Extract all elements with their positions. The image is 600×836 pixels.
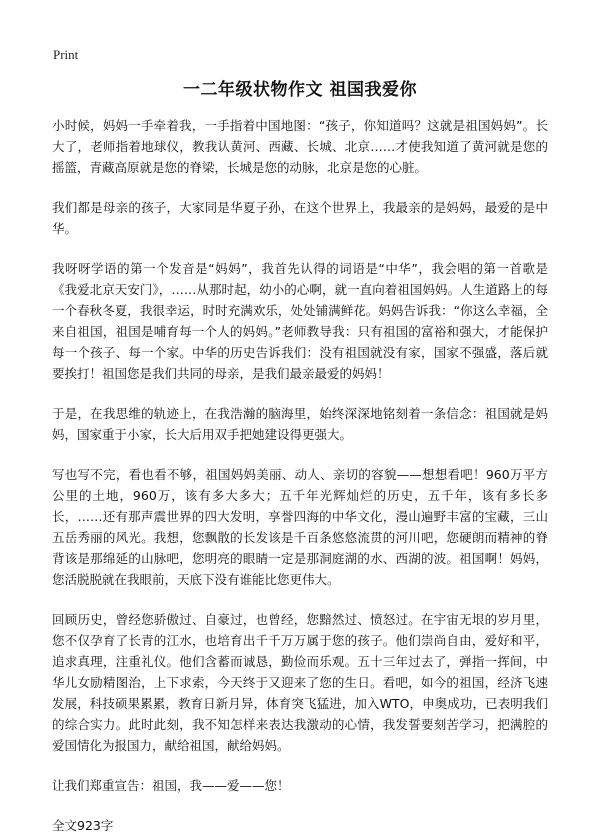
paragraph-3: 我呀呀学语的第一个发音是“妈妈”，我首先认得的词语是“中华”，我会唱的第一首歌是《我爱北京天安门》，……从那时起，幼小的心啊，就一直向着祖国妈妈。人生道路上的每一个春秋冬夏，我很幸运，时时充满欢乐，处处铺满鲜花。妈妈告诉我：“你这么幸福，全来自祖国，祖国是哺育每一个人的妈妈。”老师教导我：只有祖国的富裕和强大，才能保护每一个孩子、每一个家。中华的历史告诉我们：没有祖国就没有家，国家不强盛，落后就要挨打！祖国您是我们共同的母亲，是我们最亲最爱的妈妈！ bbox=[52, 261, 548, 381]
document-body bbox=[52, 115, 548, 796]
paragraph-5: 写也写不完，看也看不够，祖国妈妈美丽、动人、亲切的容貌——想想看吧！960万平方公里的土地，960万，该有多大多大；五千年光辉灿烂的历史，五千年，该有多长多长，……还有那声震世界的四大发明，享誉四海的中华文化，漫山遍野丰富的宝藏，三山五岳秀丽的风光。我想，您飘散的长发该是千百条悠悠流贯的河川吧，您硬朗而精神的脊背该是那绵延的山脉吧，您明亮的眼睛一定是那洞庭湖的水、西湖的波。祖国啊！妈妈，您活脱脱就在我眼前，天底下没有谁能比您更伟大。 bbox=[52, 467, 548, 587]
print-link[interactable]: Print bbox=[53, 47, 79, 62]
word-count: 全文923字 bbox=[52, 818, 114, 833]
paragraph-6: 回顾历史，曾经您骄傲过、自豪过，也曾经，您黯然过、愤怒过。在宇宙无垠的岁月里，您不仅孕育了长青的江水，也培育出千千万万属于您的孩子。他们崇尚自由，爱好和平，追求真理，注重礼仪。他们含蓄而诚恳，勤俭而乐观。五十三年过去了，弹指一挥间，中华儿女励精图治，上下求索，今天终于又迎来了您的生日。看吧，如今的祖国，经济飞速发展，科技硕果累累，教育日新月异，体育突飞猛进，加入WTO，申奥成功，已表明我们的综合实力。此时此刻，我不知怎样来表达我激动的心情，我发誓要刻苦学习，把满腔的爱国情化为报国力，献给祖国，献给妈妈。 bbox=[52, 612, 548, 753]
paragraph-4: 于是，在我思维的轨迹上，在我浩瀚的脑海里，始终深深地铭刻着一条信念：祖国就是妈妈，国家重于小家，长大后用双手把她建设得更强大。 bbox=[52, 406, 548, 442]
paragraph-1: 小时候，妈妈一手牵着我，一手指着中国地图：“孩子，你知道吗？这就是祖国妈妈”。长大了，老师指着地球仪，教我认黄河、西藏、长城、北京……才使我知道了黄河就是您的摇篮，青藏高原就是您的脊梁，长城是您的动脉，北京是您的心脏。 bbox=[52, 118, 548, 175]
paragraph-7: 让我们郑重宣告：祖国，我——爱——您！ bbox=[52, 778, 290, 793]
document-title: 一二年级状物作文 祖国我爱你 bbox=[183, 80, 417, 100]
paragraph-2: 我们都是母亲的孩子，大家同是华夏子孙，在这个世界上，我最亲的是妈妈，最爱的是中华。 bbox=[52, 200, 548, 236]
